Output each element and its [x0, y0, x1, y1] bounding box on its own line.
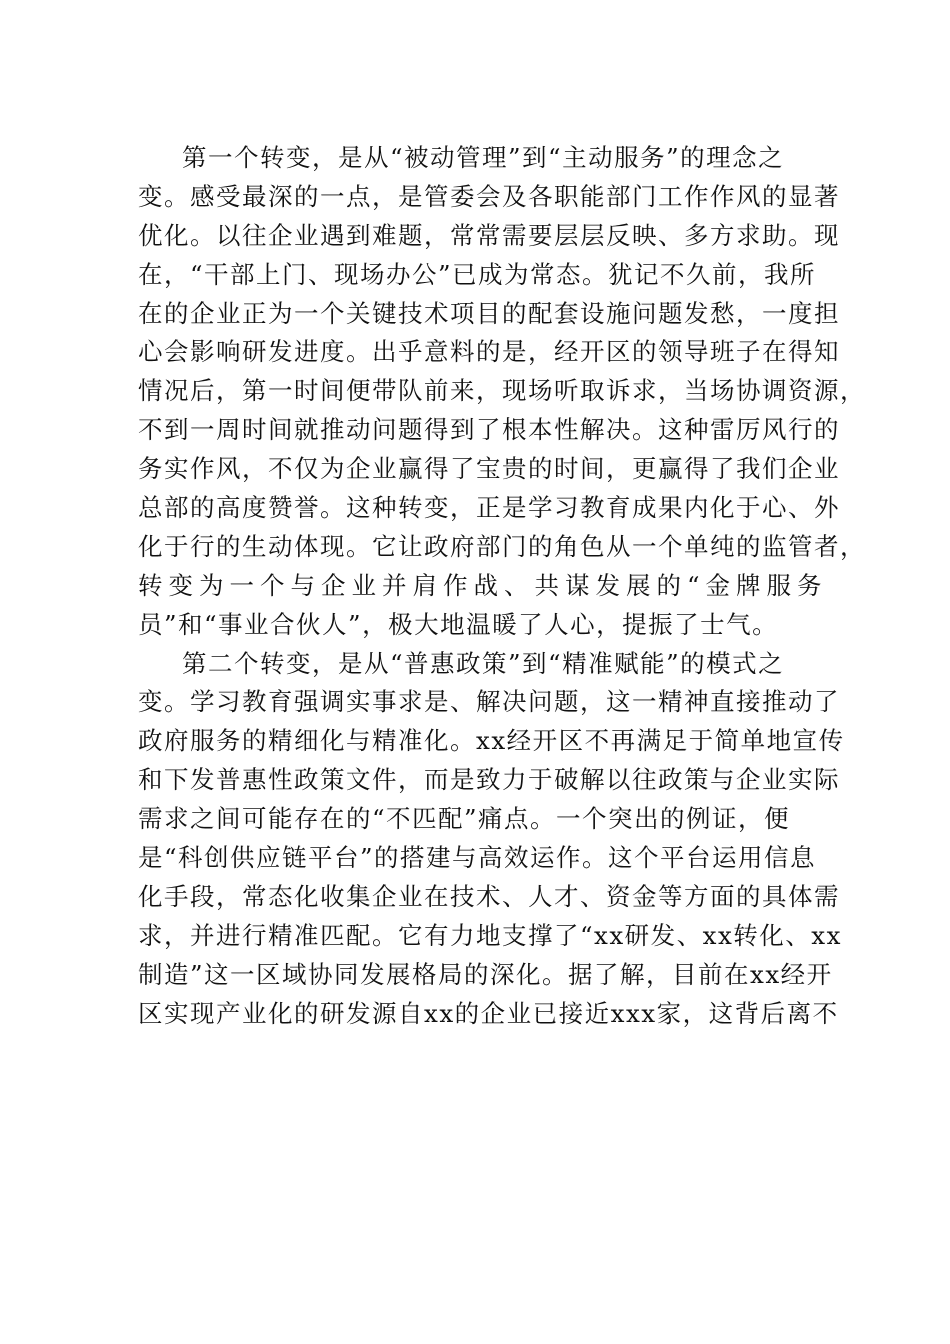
text-line: 化于行的生动体现。它让政府部门的角色从一个单纯的监管者， [138, 531, 866, 561]
text-line: 区实现产业化的研发源自xx的企业已接近xxx家，这背后离不 [138, 998, 839, 1028]
text-line: 不到一周时间就推动问题得到了根本性解决。这种雷厉风行的 [138, 415, 840, 445]
text-line: 在，“干部上门、现场办公”已成为常态。犹记不久前，我所 [138, 259, 817, 289]
text-line: 是“科创供应链平台”的搭建与高效运作。这个平台运用信息 [138, 843, 817, 873]
paragraph-2 [138, 645, 845, 1034]
text-line: 务实作风，不仅为企业赢得了宝贵的时间，更赢得了我们企业 [138, 454, 840, 484]
text-line: 心会影响研发进度。出乎意料的是，经开区的领导班子在得知 [138, 337, 840, 367]
text-line: 化手段，常态化收集企业在技术、人才、资金等方面的具体需 [138, 881, 840, 911]
text-line: 总部的高度赞誉。这种转变，正是学习教育成果内化于心、外 [138, 493, 840, 523]
text-line: 情况后，第一时间便带队前来，现场听取诉求，当场协调资源， [138, 376, 866, 406]
body-text [138, 139, 866, 1033]
text-line: 在的企业正为一个关键技术项目的配套设施问题发愁，一度担 [138, 298, 840, 328]
text-line: 政府服务的精细化与精准化。xx经开区不再满足于简单地宣传 [138, 726, 845, 756]
text-line: 第一个转变，是从“被动管理”到“主动服务”的理念之 [182, 143, 785, 172]
text-line: 第二个转变，是从“普惠政策”到“精准赋能”的模式之 [182, 648, 785, 678]
text-line: 求，并进行精准匹配。它有力地支撑了“xx研发、xx转化、xx [138, 920, 842, 950]
text-line: 变。感受最深的一点，是管委会及各职能部门工作作风的显著 [138, 181, 840, 211]
text-line: 员”和“事业合伙人”，极大地温暖了人心，提振了士气。 [138, 609, 779, 639]
text-line: 转变为一个与企业并肩作战、共谋发展的“金牌服务 [138, 570, 828, 600]
text-line: 制造”这一区域协同发展格局的深化。据了解，目前在xx经开 [138, 959, 833, 989]
text-line: 变。学习教育强调实事求是、解决问题，这一精神直接推动了 [138, 687, 840, 717]
paragraph-1 [138, 139, 866, 645]
text-line: 需求之间可能存在的“不匹配”痛点。一个突出的例证，便 [138, 804, 791, 834]
text-line: 和下发普惠性政策文件，而是致力于破解以往政策与企业实际 [138, 765, 840, 795]
text-line: 优化。以往企业遇到难题，常常需要层层反映、多方求助。现 [138, 220, 840, 250]
